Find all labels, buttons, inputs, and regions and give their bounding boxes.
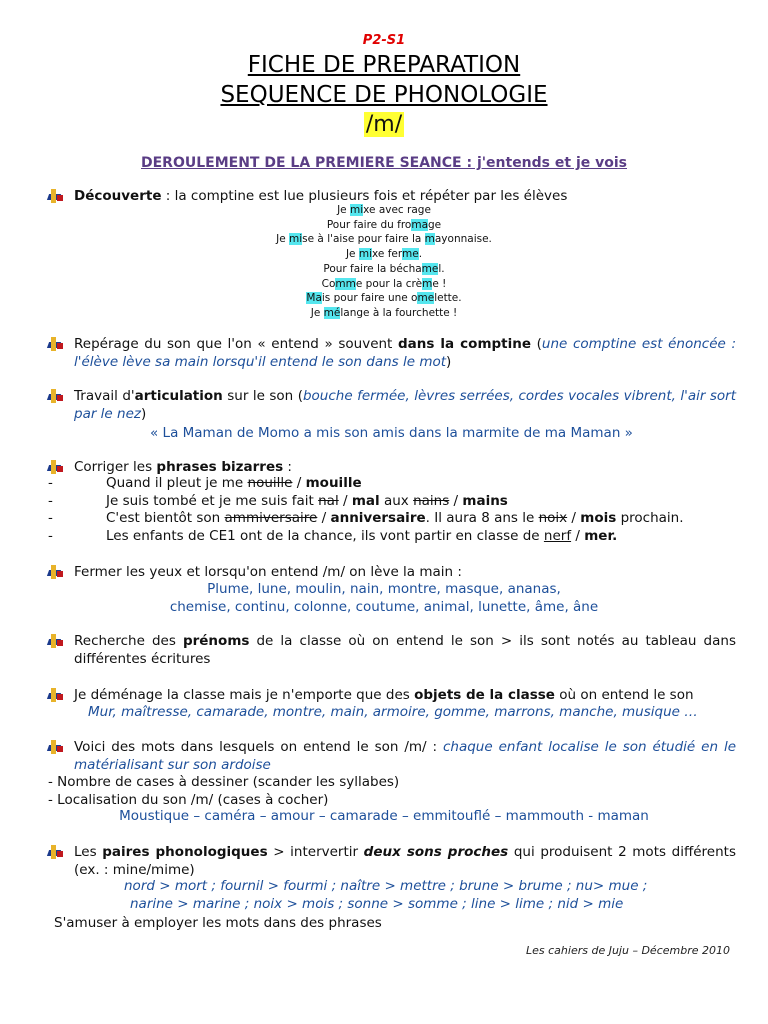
sound-text: /m/ — [365, 112, 403, 137]
pairs-line-1: nord > mort ; fournil > fourmi ; naître > mettre ; brune > brume ; nu> mue ; — [124, 878, 648, 894]
sheet-code: P2-S1 — [362, 33, 406, 48]
poem-line: Comme pour la crème ! — [321, 277, 447, 290]
poem-line: Pour faire la béchamel. — [323, 262, 445, 275]
book-stack-icon — [48, 634, 64, 648]
voici-line-1: - Nombre de cases à dessiner (scander les syllabes) — [48, 774, 400, 790]
poem-line: Je mixe avec rage — [337, 204, 431, 216]
classroom-objects: Mur, maîtresse, camarade, montre, main, armoire, gomme, marrons, manche, musique … — [88, 704, 698, 720]
comptine-poem — [0, 203, 768, 321]
list-item: - Les enfants de CE1 ont de la chance, ils vont partir en classe de nerf / mer. — [48, 527, 618, 544]
item-reperage: Repérage du son que l'on « entend » souvent dans la comptine (une comptine est énoncée : l'élève lève sa main lorsqu'il entend le son dans le mot) — [48, 335, 736, 371]
book-stack-icon — [48, 565, 64, 579]
book-stack-icon — [48, 189, 64, 203]
decouverte-label: Découverte — [74, 188, 162, 204]
poem-line: Je mise à l'aise pour faire la mayonnaise. — [276, 233, 492, 246]
list-item: - C'est bientôt son ammiversaire / anniversaire. Il aura 8 ans le noix / mois prochain. — [48, 510, 684, 526]
word-list-3: Moustique – caméra – amour – camarade – emmitouflé – mammouth - maman — [119, 808, 649, 824]
list-item: - Je suis tombé et je me suis fait nal / mal aux nains / mains — [48, 492, 508, 509]
page-title: FICHE DE PREPARATION — [247, 52, 521, 78]
poem-line: Mais pour faire une omelette. — [306, 292, 462, 305]
item-prenoms: Recherche des prénoms de la classe où on entend le son > ils sont notés au tableau dans différentes écritures — [48, 632, 736, 668]
item-fermer-yeux: Fermer les yeux et lorsqu'on entend /m/ on lève la main : — [48, 563, 736, 581]
item-voici-mots: Voici des mots dans lesquels on entend le son /m/ : chaque enfant localise le son étudié en le matérialisant sur son ardoise — [48, 738, 736, 774]
book-stack-icon — [48, 688, 64, 702]
book-stack-icon — [48, 389, 64, 403]
item-articulation: Travail d'articulation sur le son (bouche fermée, lèvres serrées, cordes vocales vibrent, l'air sort par le nez) — [48, 387, 736, 423]
sound-label — [0, 112, 768, 137]
word-list-2: chemise, continu, colonne, coutume, animal, lunette, âme, âne — [169, 599, 599, 615]
section-title: DEROULEMENT DE LA PREMIERE SEANCE : j'entends et je vois — [141, 155, 627, 171]
phrases-list — [48, 475, 684, 545]
item-demenage: Je déménage la classe mais je n'emporte que des objets de la classe où on entend le son — [48, 686, 736, 704]
poem-line: Pour faire du fromage — [326, 218, 442, 231]
poem-line: Je mixe ferme. — [345, 248, 423, 261]
page-subtitle: SEQUENCE DE PHONOLOGIE — [220, 82, 548, 108]
pairs-line-2: narine > marine ; noix > mois ; sonne > somme ; line > lime ; nid > mie — [130, 896, 624, 912]
book-stack-icon — [48, 460, 64, 474]
articulation-sentence: « La Maman de Momo a mis son amis dans la marmite de ma Maman » — [150, 425, 633, 441]
book-stack-icon — [48, 337, 64, 351]
word-list-1: Plume, lune, moulin, nain, montre, masque, ananas, — [207, 581, 561, 597]
book-stack-icon — [48, 845, 64, 859]
voici-line-2: - Localisation du son /m/ (cases à cocher) — [48, 792, 329, 808]
poem-line: Je mélange à la fourchette ! — [310, 306, 458, 319]
pairs-line-3: S'amuser à employer les mots dans des phrases — [54, 915, 382, 931]
book-stack-icon — [48, 740, 64, 754]
decouverte-text: : la comptine est lue plusieurs fois et répéter par les élèves — [161, 188, 568, 204]
item-paires: Les paires phonologiques > intervertir deux sons proches qui produisent 2 mots différents (ex. : mine/mime) — [48, 843, 736, 879]
footer-credit: Les cahiers de Juju – Décembre 2010 — [526, 944, 730, 957]
item-phrases-bizarres: Corriger les phrases bizarres : — [48, 458, 736, 476]
list-item: - Quand il pleut je me nouille / mouille — [48, 475, 362, 491]
